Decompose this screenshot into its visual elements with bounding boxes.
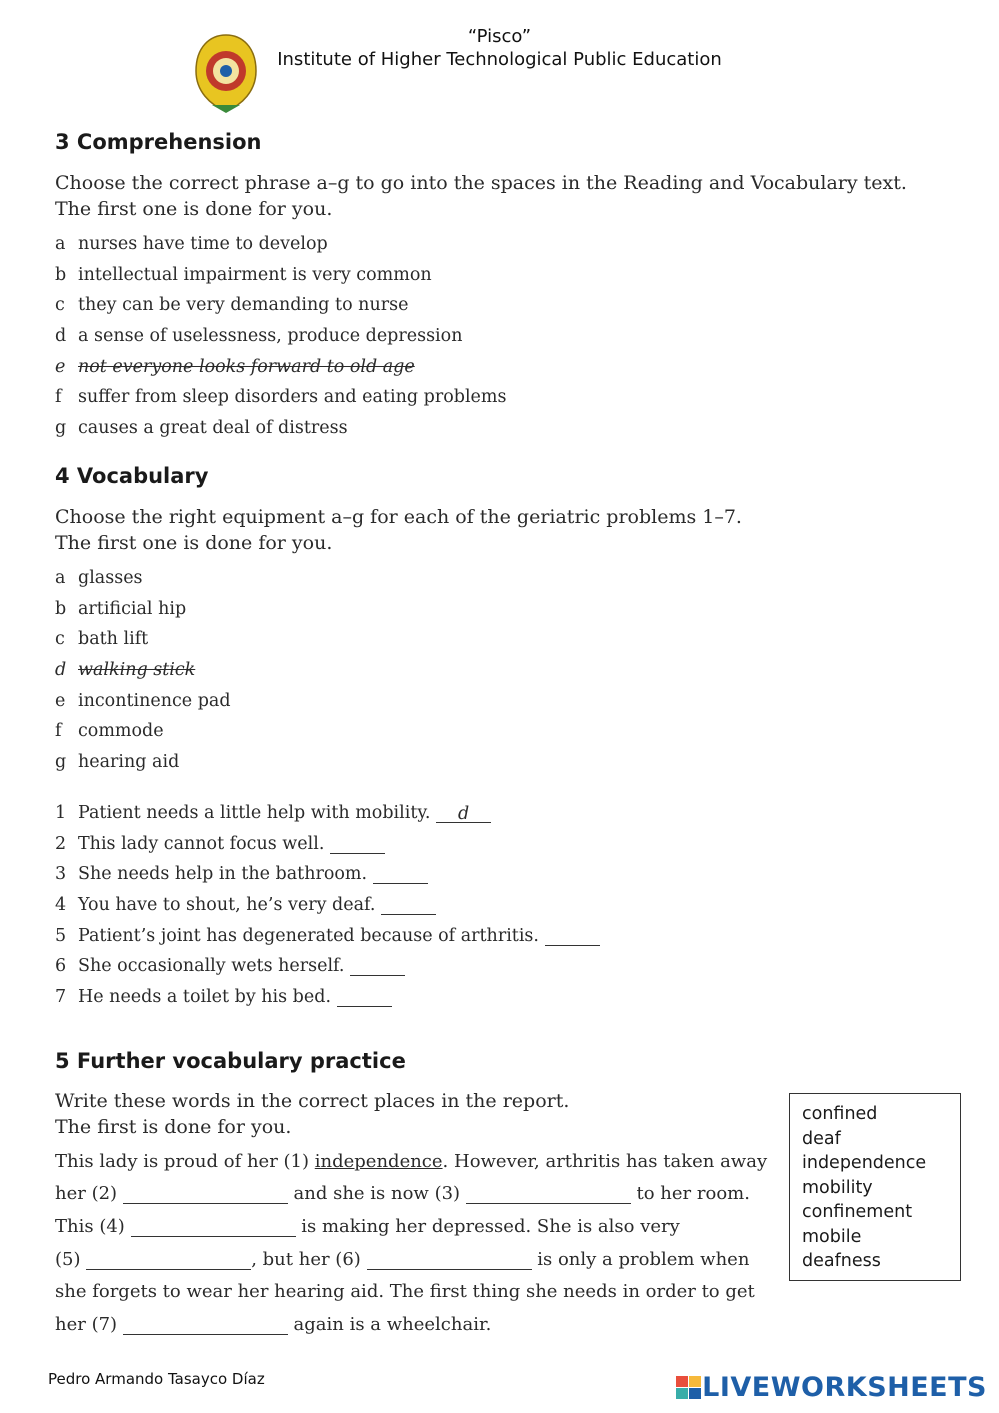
report-text: (5) — [55, 1249, 87, 1270]
problem-item — [55, 834, 385, 858]
item-text: incontinence pad — [78, 691, 231, 711]
problem-item — [55, 987, 392, 1011]
item-letter: e — [55, 691, 66, 711]
item-text: intellectual impairment is very common — [78, 265, 432, 285]
problem-text: He needs a toilet by his bed. — [78, 987, 332, 1007]
answer-blank[interactable] — [381, 896, 436, 915]
problem-number: 6 — [55, 956, 67, 976]
problem-text: She occasionally wets herself. — [78, 956, 345, 976]
answer-blank[interactable]: d — [436, 804, 491, 823]
report-blank-4[interactable] — [131, 1218, 296, 1237]
list-item — [55, 326, 462, 350]
report-blank-5[interactable] — [86, 1251, 251, 1270]
list-item — [55, 387, 506, 411]
problem-number: 4 — [55, 895, 67, 915]
report-blank-6[interactable] — [367, 1251, 532, 1270]
report-text: , but her (6) — [251, 1249, 367, 1270]
list-item — [55, 295, 408, 319]
report-text: is making her depressed. She is also very — [295, 1216, 680, 1237]
problem-text: Patient needs a little help with mobility. — [78, 803, 431, 823]
word-box-item: deafness — [802, 1251, 881, 1271]
equipment-item — [55, 568, 143, 592]
problem-text: This lady cannot focus well. — [78, 834, 325, 854]
equipment-item-done — [55, 660, 195, 684]
report-text: and she is now (3) — [287, 1183, 466, 1204]
section-4-title: 4 Vocabulary — [55, 464, 209, 488]
report-blank-2[interactable] — [123, 1185, 288, 1204]
problem-number: 3 — [55, 864, 67, 884]
instruction-line: The first one is done for you. — [55, 532, 333, 554]
instruction-line: Choose the correct phrase a–g to go into the spaces in the Reading and Vocabulary text. — [55, 172, 907, 194]
problem-number: 5 — [55, 926, 67, 946]
answer-blank[interactable] — [373, 865, 428, 884]
problem-item — [55, 956, 405, 980]
item-text: bath lift — [78, 629, 149, 649]
item-letter: a — [55, 234, 66, 254]
report-text: her (2) — [55, 1183, 123, 1204]
item-text: commode — [78, 721, 164, 741]
problem-item — [55, 895, 436, 919]
equipment-item — [55, 599, 186, 623]
equipment-item — [55, 721, 164, 745]
instruction-line: Choose the right equipment a–g for each of the geriatric problems 1–7. — [55, 506, 742, 528]
item-text: nurses have time to develop — [78, 234, 328, 254]
item-text: artificial hip — [78, 599, 187, 619]
equipment-item — [55, 629, 148, 653]
word-box-item: deaf — [802, 1128, 841, 1149]
section-5-title: 5 Further vocabulary practice — [55, 1049, 406, 1073]
item-letter: e — [55, 357, 66, 377]
item-text: causes a great deal of distress — [78, 418, 348, 438]
problem-text: Patient’s joint has degenerated because of arthritis. — [78, 926, 539, 946]
list-item — [55, 234, 328, 258]
liveworksheets-icon — [676, 1376, 702, 1400]
list-item-done — [55, 357, 415, 381]
problem-text: You have to shout, he’s very deaf. — [78, 895, 376, 915]
item-letter: f — [55, 721, 62, 741]
word-box — [789, 1093, 961, 1281]
report-line — [55, 1216, 680, 1246]
report-blank-7[interactable] — [123, 1316, 288, 1335]
report-answer-example: independence — [314, 1151, 443, 1172]
report-line: she forgets to wear her hearing aid. The first thing she needs in order to get — [55, 1281, 755, 1302]
answer-blank[interactable] — [330, 835, 385, 854]
problem-number: 7 — [55, 987, 67, 1007]
list-item — [55, 418, 348, 442]
item-text: a sense of uselessness, produce depression — [78, 326, 463, 346]
instruction-line: The first is done for you. — [55, 1116, 292, 1138]
item-text: they can be very demanding to nurse — [78, 295, 409, 315]
equipment-item — [55, 752, 179, 776]
report-text: again is a wheelchair. — [287, 1314, 492, 1335]
item-letter: d — [55, 660, 67, 680]
item-letter: a — [55, 568, 66, 588]
author-name: Pedro Armando Tasayco Díaz — [48, 1370, 265, 1388]
problem-item — [55, 926, 600, 950]
word-box-item: confinement — [802, 1202, 913, 1222]
answer-blank[interactable] — [337, 988, 392, 1007]
item-letter: g — [55, 752, 67, 772]
instruction-line: The first one is done for you. — [55, 198, 333, 220]
report-line — [55, 1183, 750, 1213]
report-line — [55, 1249, 749, 1279]
item-letter: b — [55, 599, 67, 619]
word-box-item: mobile — [802, 1226, 862, 1247]
word-box-item: mobility — [802, 1177, 873, 1198]
report-text: to her room. — [630, 1183, 750, 1204]
report-text: This lady is proud of her (1) — [55, 1151, 315, 1172]
problem-text: She needs help in the bathroom. — [78, 864, 368, 884]
section-3-title: 3 Comprehension — [55, 130, 262, 154]
answer-blank[interactable] — [350, 957, 405, 976]
report-text: This (4) — [55, 1216, 131, 1237]
report-blank-3[interactable] — [466, 1185, 631, 1204]
section-3-instruction — [55, 170, 907, 222]
section-4-instruction — [55, 504, 742, 556]
problem-item — [55, 803, 491, 827]
problem-item — [55, 864, 428, 888]
item-text: suffer from sleep disorders and eating problems — [78, 387, 507, 407]
item-letter: c — [55, 629, 65, 649]
header-institute-name: Institute of Higher Technological Public Education — [277, 49, 722, 70]
item-letter: g — [55, 418, 67, 438]
report-text: her (7) — [55, 1314, 123, 1335]
report-text: is only a problem when — [531, 1249, 750, 1270]
list-item — [55, 265, 432, 289]
word-box-item: independence — [802, 1153, 927, 1173]
problem-number: 1 — [55, 803, 67, 823]
answer-blank[interactable] — [545, 927, 600, 946]
item-letter: c — [55, 295, 65, 315]
report-text: . However, arthritis has taken away — [442, 1151, 768, 1172]
item-letter: b — [55, 265, 67, 285]
report-line — [55, 1314, 491, 1344]
item-text: hearing aid — [78, 752, 180, 772]
item-letter: d — [55, 326, 67, 346]
report-line — [55, 1151, 767, 1181]
item-text: not everyone looks forward to old age — [78, 357, 415, 377]
equipment-item — [55, 691, 231, 715]
liveworksheets-text: LIVEWORKSHEETS — [702, 1372, 987, 1403]
header-line-1: “Pisco” — [467, 26, 532, 47]
problem-number: 2 — [55, 834, 67, 854]
item-text: walking stick — [78, 660, 196, 680]
liveworksheets-logo — [676, 1372, 987, 1403]
item-letter: f — [55, 387, 62, 407]
item-text: glasses — [78, 568, 143, 588]
word-box-item: confined — [802, 1104, 878, 1124]
instruction-line: Write these words in the correct places in the report. — [55, 1090, 570, 1112]
section-5-instruction — [55, 1088, 569, 1140]
